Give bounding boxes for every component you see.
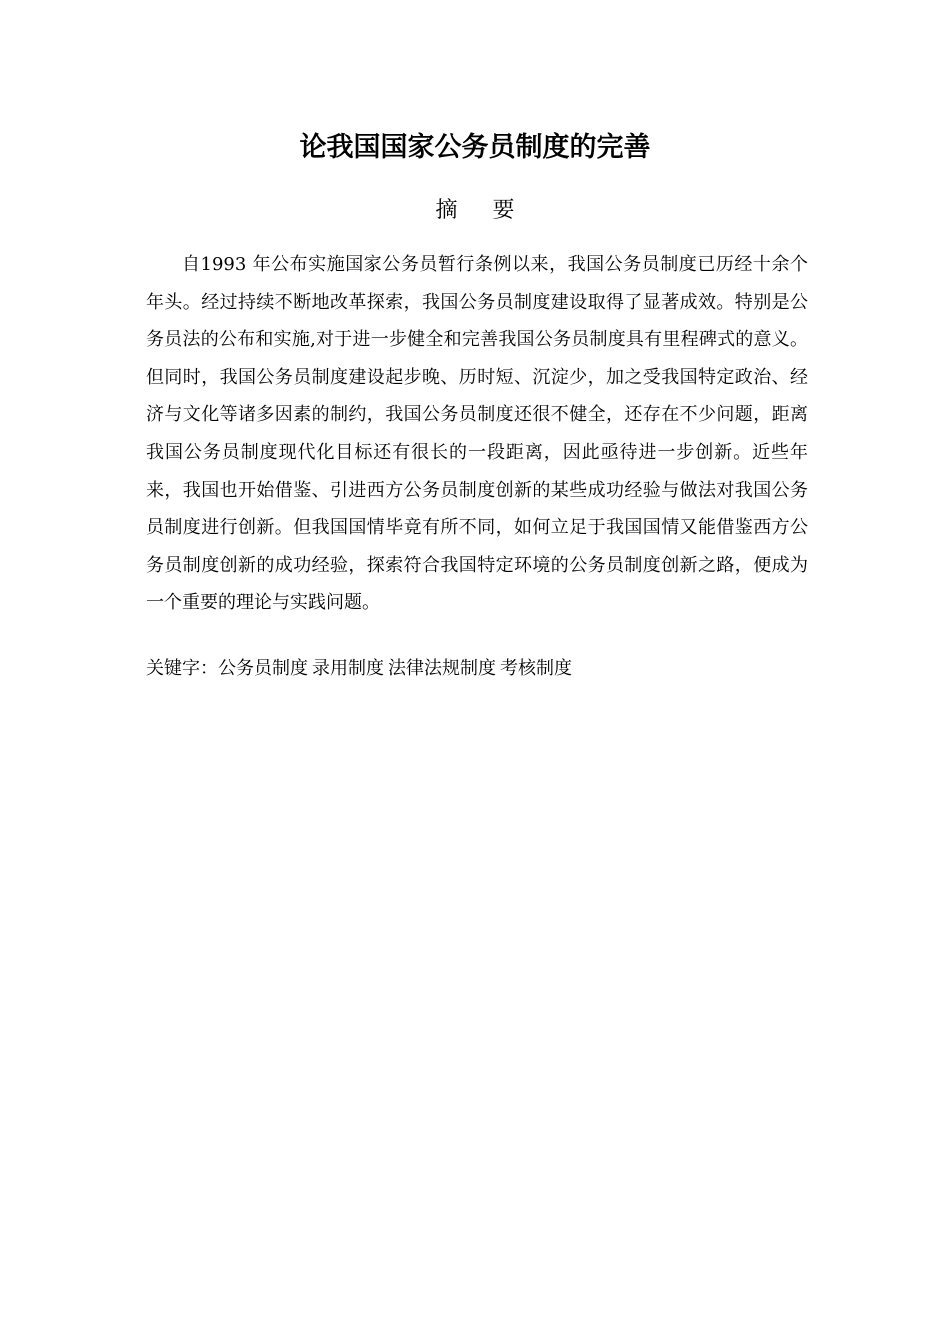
abstract-heading: 摘 要 [435, 198, 529, 223]
keywords-line [146, 653, 808, 685]
keyword-item: 法律法规制度 [388, 658, 496, 679]
document-title: 论我国国家公务员制度的完善 [299, 132, 651, 163]
keyword-item: 录用制度 [312, 658, 384, 679]
keyword-item: 考核制度 [500, 658, 572, 679]
keywords-label: 关键字： [146, 658, 218, 679]
keyword-item: 公务员制度 [218, 658, 308, 679]
abstract-body: 自1993 年公布实施国家公务员暂行条例以来，我国公务员制度已历经十余个年头。经过持续不断地改革探索，我国公务员制度建设取得了显著成效。特别是公务员法的公布和实施,对于进一步健全和完善我国公务员制度具有里程碑式的意义。但同时，我国公务员制度建设起步晚、历时短、沉淀少，加之受我国特定政治、经济与文化等诸多因素的制约，我国公务员制度还很不健全，还存在不少问题，距离我国公务员制度现代化目标还有很长的一段距离，因此亟待进一步创新。近些年来，我国也开始借鉴、引进西方公务员制度创新的某些成功经验与做法对我国公务员制度进行创新。但我国国情毕竟有所不同，如何立足于我国国情又能借鉴西方公务员制度创新的成功经验，探索符合我国特定环境的公务员制度创新之路，便成为一个重要的理论与实践问题。 [146, 254, 808, 614]
